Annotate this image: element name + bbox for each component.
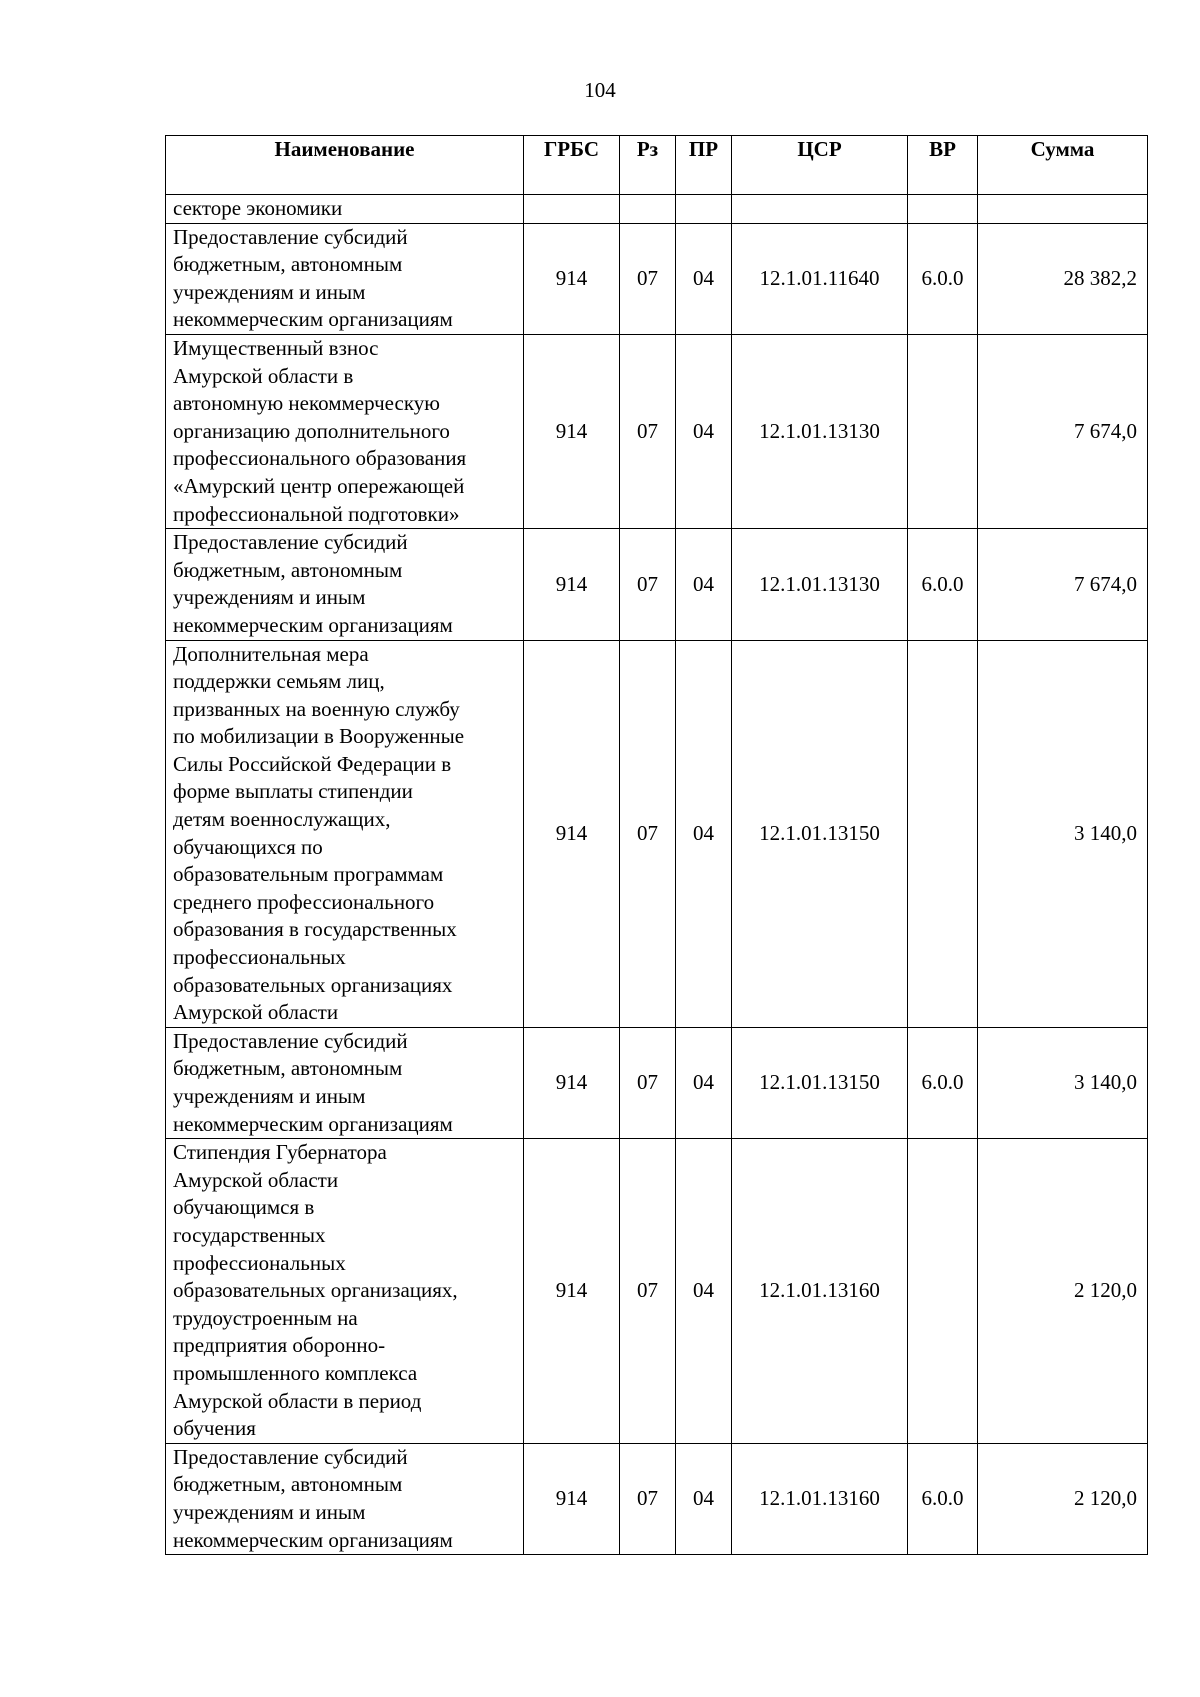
- empty-cell: [978, 195, 1148, 224]
- row-name-line: некоммерческим организациям: [173, 1111, 453, 1136]
- header-rz: Рз: [620, 136, 676, 195]
- row-csr: 12.1.01.13160: [732, 1139, 908, 1444]
- row-sum: 3 140,0: [978, 1027, 1148, 1138]
- row-rz: 07: [620, 334, 676, 528]
- row-name: [166, 640, 524, 1027]
- row-csr: 12.1.01.13130: [732, 334, 908, 528]
- table-row: [166, 529, 1148, 640]
- row-name-line: организацию дополнительного: [173, 418, 450, 443]
- row-vr: [908, 334, 978, 528]
- row-name-line: детям военнослужащих,: [173, 807, 391, 832]
- budget-table: [165, 135, 1148, 1555]
- row-rz: 07: [620, 1027, 676, 1138]
- row-name-line: призванных на военную службу: [173, 696, 460, 721]
- empty-cell: [908, 195, 978, 224]
- row-name-line: Амурской области в: [173, 363, 354, 388]
- row-sum: 3 140,0: [978, 640, 1148, 1027]
- table-row: [166, 223, 1148, 334]
- row-sum: 28 382,2: [978, 223, 1148, 334]
- row-name-line: бюджетным, автономным: [173, 1472, 403, 1497]
- row-name-line: трудоустроенным на: [173, 1305, 358, 1330]
- table-header-row: [166, 136, 1148, 195]
- row-rz: 07: [620, 1443, 676, 1554]
- header-csr: ЦСР: [732, 136, 908, 195]
- row-name-line: Предоставление субсидий: [173, 1028, 408, 1053]
- row-grbs: 914: [524, 334, 620, 528]
- row-grbs: 914: [524, 1443, 620, 1554]
- row-name-line: образования в государственных: [173, 917, 457, 942]
- row-csr: 12.1.01.13150: [732, 1027, 908, 1138]
- row-name-line: Силы Российской Федерации в: [173, 751, 452, 776]
- page-number: 104: [584, 78, 616, 102]
- row-name-line: учреждениям и иным: [173, 585, 366, 610]
- header-name: Наименование: [166, 136, 524, 195]
- row-name-line: Предоставление субсидий: [173, 1444, 408, 1469]
- row-name-line: профессиональных: [173, 945, 346, 970]
- empty-cell: [524, 195, 620, 224]
- row-rz: 07: [620, 223, 676, 334]
- table-row: [166, 640, 1148, 1027]
- row-pr: 04: [676, 640, 732, 1027]
- table-row: [166, 1443, 1148, 1554]
- row-name-line: обучения: [173, 1416, 256, 1441]
- row-name-line: Имущественный взнос: [173, 335, 379, 360]
- row-rz: 07: [620, 1139, 676, 1444]
- row-name-line: некоммерческим организациям: [173, 1527, 453, 1552]
- row-grbs: 914: [524, 1139, 620, 1444]
- row-pr: 04: [676, 529, 732, 640]
- row-name: [166, 223, 524, 334]
- row-name-line: обучающихся по: [173, 834, 323, 859]
- row-name-line: среднего профессионального: [173, 889, 435, 914]
- row-name-line: поддержки семьям лиц,: [173, 669, 385, 694]
- row-name: [166, 529, 524, 640]
- row-name-line: Амурской области в период: [173, 1388, 422, 1413]
- row-name-line: автономную некоммерческую: [173, 391, 440, 416]
- row-rz: 07: [620, 640, 676, 1027]
- row-pr: 04: [676, 334, 732, 528]
- row-name-line: Предоставление субсидий: [173, 530, 408, 555]
- row-name-line: государственных: [173, 1222, 326, 1247]
- row-pr: 04: [676, 223, 732, 334]
- row-grbs: 914: [524, 223, 620, 334]
- empty-cell: [676, 195, 732, 224]
- row-pr: 04: [676, 1027, 732, 1138]
- empty-cell: [732, 195, 908, 224]
- row-vr: 6.0.0: [908, 223, 978, 334]
- row-name-line: образовательных организациях,: [173, 1278, 458, 1303]
- row-name-line: некоммерческим организациям: [173, 307, 453, 332]
- table-row: [166, 334, 1148, 528]
- row-vr: [908, 640, 978, 1027]
- row-name-line: образовательным программам: [173, 862, 444, 887]
- row-name: [166, 1027, 524, 1138]
- row-name-line: учреждениям и иным: [173, 1499, 366, 1524]
- row-name-line: профессиональных: [173, 1250, 346, 1275]
- row-name-line: профессионального образования: [173, 446, 467, 471]
- row-sum: 7 674,0: [978, 529, 1148, 640]
- row-grbs: 914: [524, 1027, 620, 1138]
- row-name: [166, 334, 524, 528]
- row-name-line: Амурской области: [173, 1000, 339, 1025]
- row-name: [166, 1443, 524, 1554]
- row-name-line: по мобилизации в Вооруженные: [173, 724, 465, 749]
- row-vr: [908, 1139, 978, 1444]
- row-name-line: предприятия оборонно-: [173, 1333, 386, 1358]
- row-name-line: профессиональной подготовки»: [173, 501, 460, 526]
- row-name-line: «Амурский центр опережающей: [173, 473, 465, 498]
- row-pr: 04: [676, 1443, 732, 1554]
- row-grbs: 914: [524, 640, 620, 1027]
- row-name-line: бюджетным, автономным: [173, 1056, 403, 1081]
- row-csr: 12.1.01.13160: [732, 1443, 908, 1554]
- row-vr: 6.0.0: [908, 529, 978, 640]
- row-name-line: Предоставление субсидий: [173, 224, 408, 249]
- row-name-line: Амурской области: [173, 1167, 339, 1192]
- row-sum: 7 674,0: [978, 334, 1148, 528]
- header-vr: ВР: [908, 136, 978, 195]
- table-row: [166, 1139, 1148, 1444]
- row-name-line: Стипендия Губернатора: [173, 1140, 387, 1165]
- row-csr: 12.1.01.13150: [732, 640, 908, 1027]
- row-sum: 2 120,0: [978, 1139, 1148, 1444]
- continuation-text: секторе экономики: [166, 195, 524, 224]
- header-sum: Сумма: [978, 136, 1148, 195]
- row-csr: 12.1.01.11640: [732, 223, 908, 334]
- continuation-row: [166, 195, 1148, 224]
- row-csr: 12.1.01.13130: [732, 529, 908, 640]
- row-name-line: форме выплаты стипендии: [173, 779, 413, 804]
- row-pr: 04: [676, 1139, 732, 1444]
- header-pr: ПР: [676, 136, 732, 195]
- row-name: [166, 1139, 524, 1444]
- row-name-line: учреждениям и иным: [173, 279, 366, 304]
- row-name-line: промышленного комплекса: [173, 1360, 418, 1385]
- row-name-line: бюджетным, автономным: [173, 252, 403, 277]
- empty-cell: [620, 195, 676, 224]
- row-name-line: некоммерческим организациям: [173, 612, 453, 637]
- row-rz: 07: [620, 529, 676, 640]
- row-name-line: бюджетным, автономным: [173, 557, 403, 582]
- row-sum: 2 120,0: [978, 1443, 1148, 1554]
- row-name-line: обучающимся в: [173, 1195, 315, 1220]
- row-vr: 6.0.0: [908, 1443, 978, 1554]
- table-row: [166, 1027, 1148, 1138]
- row-grbs: 914: [524, 529, 620, 640]
- row-name-line: учреждениям и иным: [173, 1084, 366, 1108]
- row-name-line: образовательных организациях: [173, 972, 453, 997]
- row-name-line: Дополнительная мера: [173, 641, 369, 666]
- header-grbs: ГРБС: [524, 136, 620, 195]
- row-vr: 6.0.0: [908, 1027, 978, 1138]
